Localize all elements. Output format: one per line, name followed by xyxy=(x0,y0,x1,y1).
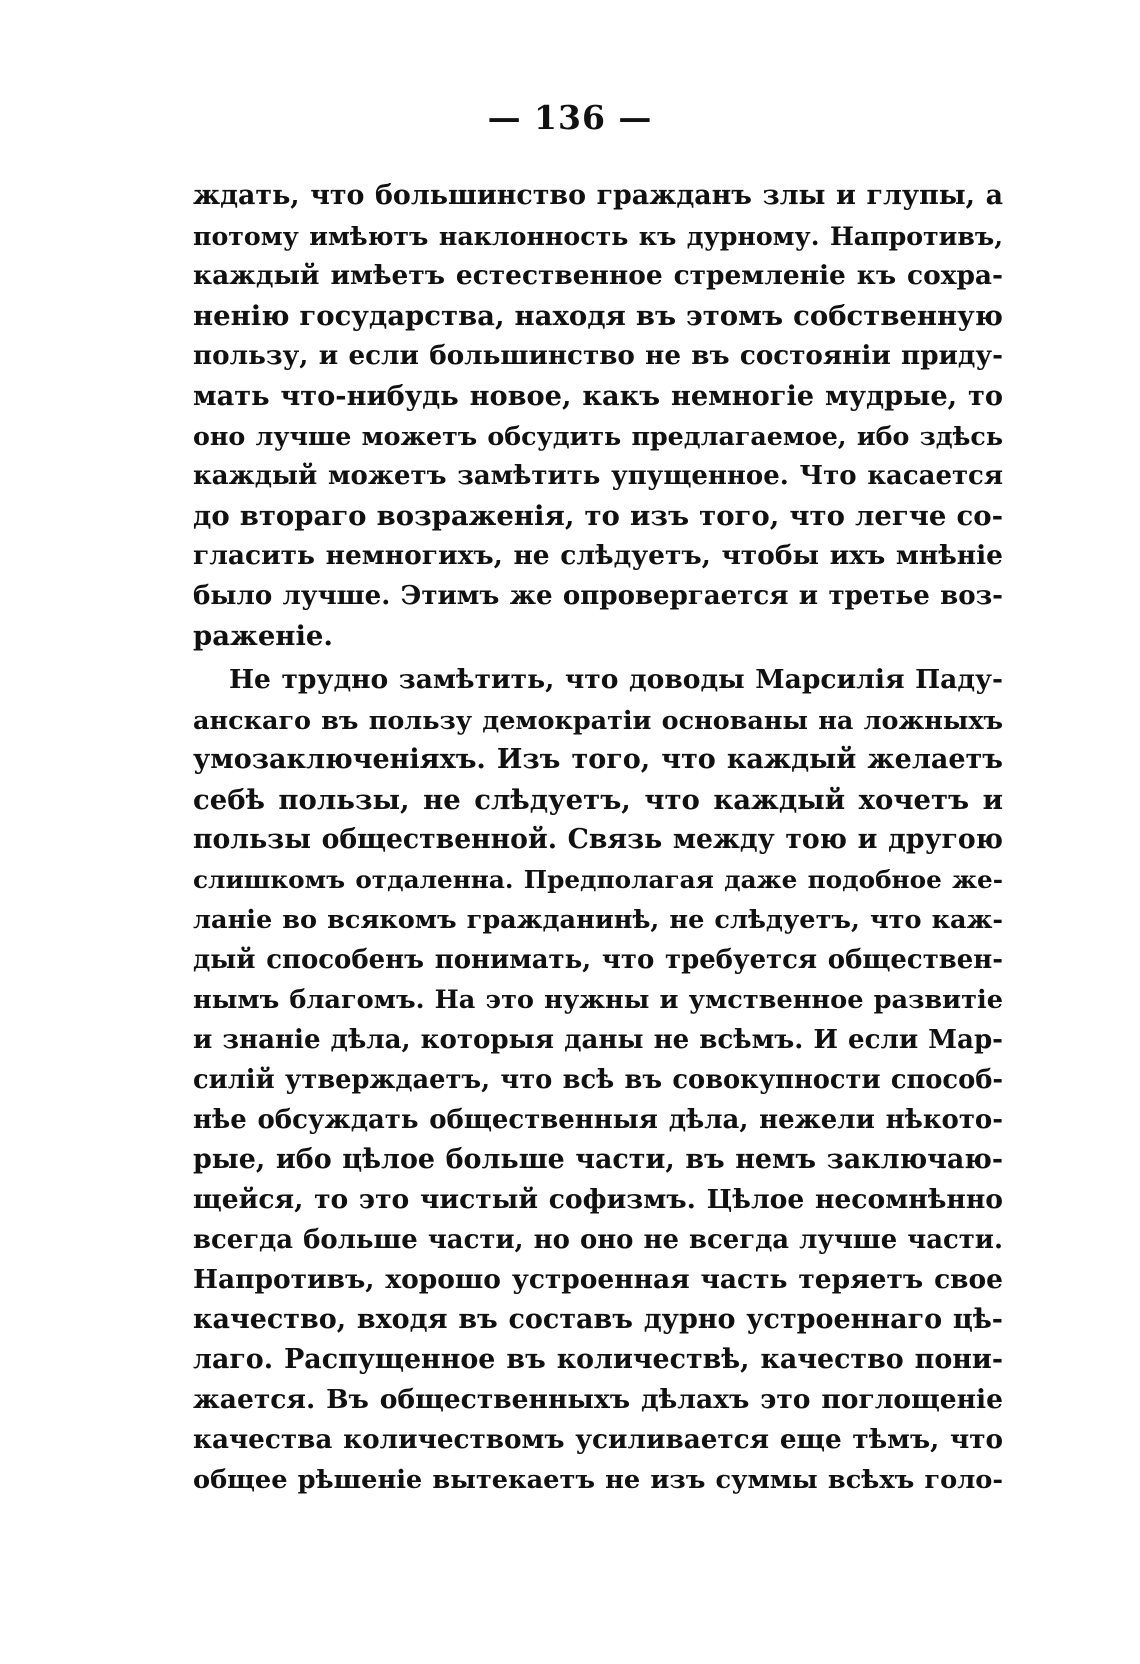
text-line: Не трудно замѣтить, что доводы Марсилія Паду- xyxy=(229,664,1003,695)
paragraph-2 xyxy=(193,660,1003,1500)
body-text xyxy=(193,176,1003,1500)
text-line: оно лучше можетъ обсудить предлагаемое, ибо здѣсь xyxy=(193,421,1003,451)
text-line: пользы общественной. Связь между тою и другою xyxy=(193,824,1003,855)
text-line: было лучше. Этимъ же опровергается и третье воз- xyxy=(193,581,1003,611)
text-line: себѣ пользы, не слѣдуетъ, что каждый хочетъ и xyxy=(193,784,1003,816)
text-line: дый способенъ понимать, что требуется обществен- xyxy=(193,945,1003,975)
text-line: мать что-нибудь новое, какъ немногіе мудрые, то xyxy=(193,380,1003,412)
paragraph-1 xyxy=(193,176,1003,656)
text-line: ланіе во всякомъ гражданинѣ, не слѣдуетъ, что каж- xyxy=(193,905,1003,935)
text-line: раженіе. xyxy=(193,620,333,652)
text-line: жается. Въ общественныхъ дѣлахъ это поглощеніе xyxy=(193,1384,1003,1415)
text-line: ненію государства, находя въ этомъ собственную xyxy=(193,300,1003,332)
text-line: слишкомъ отдаленна. Предполагая даже подобное же- xyxy=(193,865,1003,894)
text-line: потому имѣютъ наклонность къ дурному. Напротивъ, xyxy=(193,221,1003,251)
text-line: всегда больше части, но оно не всегда лучше части. xyxy=(193,1225,1003,1255)
text-line: ждать, что большинство гражданъ злы и глупы, а xyxy=(193,180,1003,211)
text-line: общее рѣшеніе вытекаетъ не изъ суммы всѣхъ голо- xyxy=(193,1465,1003,1495)
text-line: нымъ благомъ. На это нужны и умственное развитіе xyxy=(193,985,1003,1015)
text-line: качества количествомъ усиливается еще тѣмъ, что xyxy=(193,1424,1003,1455)
page-number: — 136 — xyxy=(487,98,653,137)
text-line: и знаніе дѣла, которыя даны не всѣмъ. И если Мар- xyxy=(193,1025,1003,1055)
text-line: силій утверждаетъ, что всѣ въ совокупности способ- xyxy=(193,1065,1003,1095)
text-line: рые, ибо цѣлое больше части, въ немъ заключаю- xyxy=(193,1144,1003,1175)
text-line: Напротивъ, хорошо устроенная часть теряетъ свое xyxy=(193,1264,1003,1295)
text-line: до втораго возраженія, то изъ того, что легче со- xyxy=(193,500,1003,532)
text-line: каждый имѣетъ естественное стремленіе къ сохра- xyxy=(193,260,1003,291)
text-line: качество, входя въ составъ дурно устроеннаго цѣ- xyxy=(193,1304,1003,1335)
text-line: лаго. Распущенное въ количествѣ, качество пони- xyxy=(193,1344,1003,1375)
text-line: пользу, и если большинство не въ состояніи приду- xyxy=(193,340,1003,371)
text-line: щейся, то это чистый софизмъ. Цѣлое несомнѣнно xyxy=(193,1184,1003,1215)
text-line: гласить немногихъ, не слѣдуетъ, чтобы ихъ мнѣніе xyxy=(193,540,1003,571)
text-line: анскаго въ пользу демократіи основаны на ложныхъ xyxy=(193,705,1003,735)
text-line: умозаключеніяхъ. Изъ того, что каждый желаетъ xyxy=(193,744,1003,775)
text-line: нѣе обсуждать общественныя дѣла, нежели нѣкото- xyxy=(193,1105,1003,1135)
text-line: каждый можетъ замѣтить упущенное. Что касается xyxy=(193,461,1003,491)
